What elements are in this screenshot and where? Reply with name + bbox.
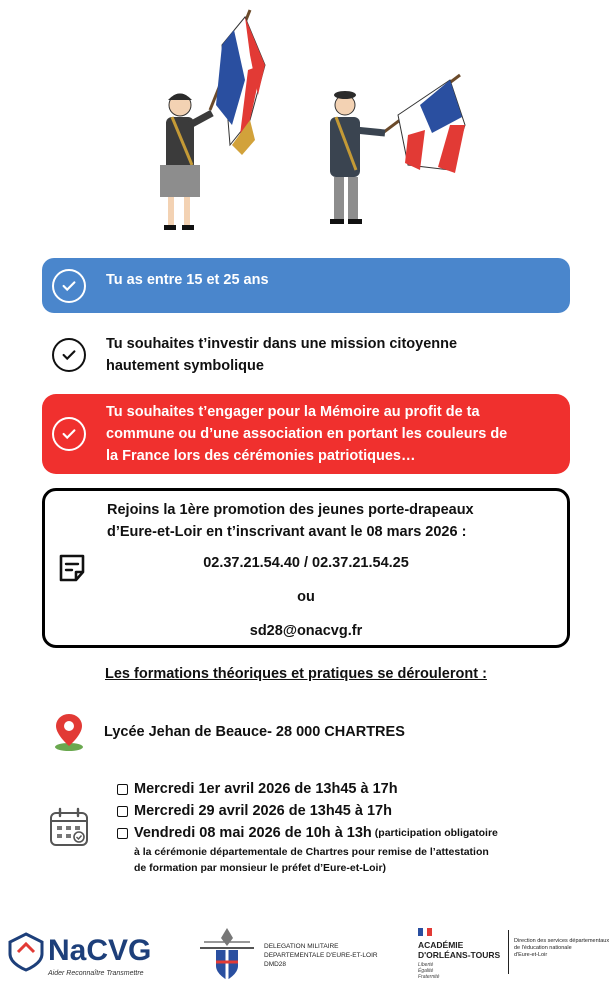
divider xyxy=(508,930,509,974)
or-separator: ou xyxy=(297,589,315,605)
registration-box xyxy=(42,488,570,648)
services-line1: Direction des services départementaux xyxy=(514,938,610,944)
check-circle-icon xyxy=(52,269,86,303)
dm-line1: DELEGATION MILITAIRE xyxy=(264,943,339,950)
military-emblem-icon xyxy=(196,924,258,984)
session-note-line1: à la cérémonie départementale de Chartres pour remise de l’attestation xyxy=(134,846,489,858)
criterion-mission-line1: Tu souhaites t’investir dans une mission citoyenne xyxy=(106,336,458,352)
motto-egalite: Égalité xyxy=(418,968,434,974)
nacvg-emblem-icon xyxy=(8,932,44,972)
session-date-3-note: (participation obligatoire xyxy=(374,827,498,839)
delegation-militaire-text xyxy=(264,942,378,969)
academie-line2: D'ORLÉANS-TOURS xyxy=(418,950,501,960)
nacvg-logo xyxy=(8,932,158,978)
criterion-memory-line3: la France lors des cérémonies patriotiques… xyxy=(106,448,416,464)
criterion-age xyxy=(42,258,570,313)
marianne-flag-icon xyxy=(418,928,432,936)
services-line3: d'Eure-et-Loir xyxy=(514,952,548,958)
session-date-2 xyxy=(117,800,577,822)
check-circle-icon xyxy=(52,417,86,451)
criterion-age-text: Tu as entre 15 et 25 ans xyxy=(106,271,269,288)
services-line2: de l'éducation nationale xyxy=(514,945,572,951)
motto-fraternite: Fraternité xyxy=(418,974,440,980)
criterion-memory-line1: Tu souhaites t’engager pour la Mémoire au profit de ta xyxy=(106,404,480,420)
session-note-line2: de formation par monsieur le préfet d’Eure-et-Loir) xyxy=(134,862,387,874)
partner-logos xyxy=(0,918,615,988)
check-circle-icon xyxy=(52,338,86,372)
registration-intro xyxy=(107,499,474,543)
delegation-militaire-logo xyxy=(196,924,396,984)
session-dates xyxy=(117,778,577,876)
checkbox[interactable] xyxy=(117,828,128,839)
flag-bearers-illustration xyxy=(150,5,480,245)
location-row xyxy=(52,712,405,752)
location-text: Lycée Jehan de Beauce- 28 000 CHARTRES xyxy=(104,724,405,740)
academie-name xyxy=(418,940,500,960)
registration-intro-line2: d’Eure-et-Loir en t’inscrivant avant le 08 mars 2026 : xyxy=(107,524,467,540)
calendar-icon xyxy=(48,806,90,848)
dm-line3: DMD28 xyxy=(264,961,287,968)
criterion-memory xyxy=(42,394,570,474)
session-date-3-label: Vendredi 08 mai 2026 de 10h à 13h xyxy=(134,825,372,841)
phone-numbers[interactable]: 02.37.21.54.40 / 02.37.21.54.25 xyxy=(203,555,409,571)
session-date-3 xyxy=(117,822,577,844)
republic-motto xyxy=(418,962,439,980)
nacvg-name: NaCVG xyxy=(48,934,152,967)
right-flag-bearer xyxy=(330,75,465,224)
session-date-1-label: Mercredi 1er avril 2026 de 13h45 à 17h xyxy=(134,781,398,797)
registration-intro-line1: Rejoins la 1ère promotion des jeunes porte-drapeaux xyxy=(107,502,474,518)
dm-line2: DEPARTEMENTALE D'EURE-ET-LOIR xyxy=(264,952,378,959)
session-date-1 xyxy=(117,778,577,800)
criterion-memory-line2: commune ou d’une association en portant les couleurs de xyxy=(106,426,508,442)
criterion-memory-text xyxy=(106,401,507,467)
left-flag-bearer xyxy=(160,10,265,230)
services-departementaux-text xyxy=(514,938,612,959)
map-pin-icon xyxy=(52,712,86,752)
motto-liberte: Liberté xyxy=(418,962,434,968)
email-address[interactable]: sd28@onacvg.fr xyxy=(249,623,363,639)
nacvg-tagline: Aider Reconnaître Transmettre xyxy=(48,970,144,977)
checkbox[interactable] xyxy=(117,806,128,817)
academie-line1: ACADÉMIE xyxy=(418,940,464,950)
criterion-mission xyxy=(42,332,570,378)
session-date-2-label: Mercredi 29 avril 2026 de 13h45 à 17h xyxy=(134,803,392,819)
formations-heading: Les formations théoriques et pratiques se dérouleront : xyxy=(105,666,487,682)
criterion-mission-text xyxy=(106,333,457,377)
academie-logo xyxy=(418,928,613,983)
criterion-mission-line2: hautement symbolique xyxy=(106,358,264,374)
checkbox[interactable] xyxy=(117,784,128,795)
